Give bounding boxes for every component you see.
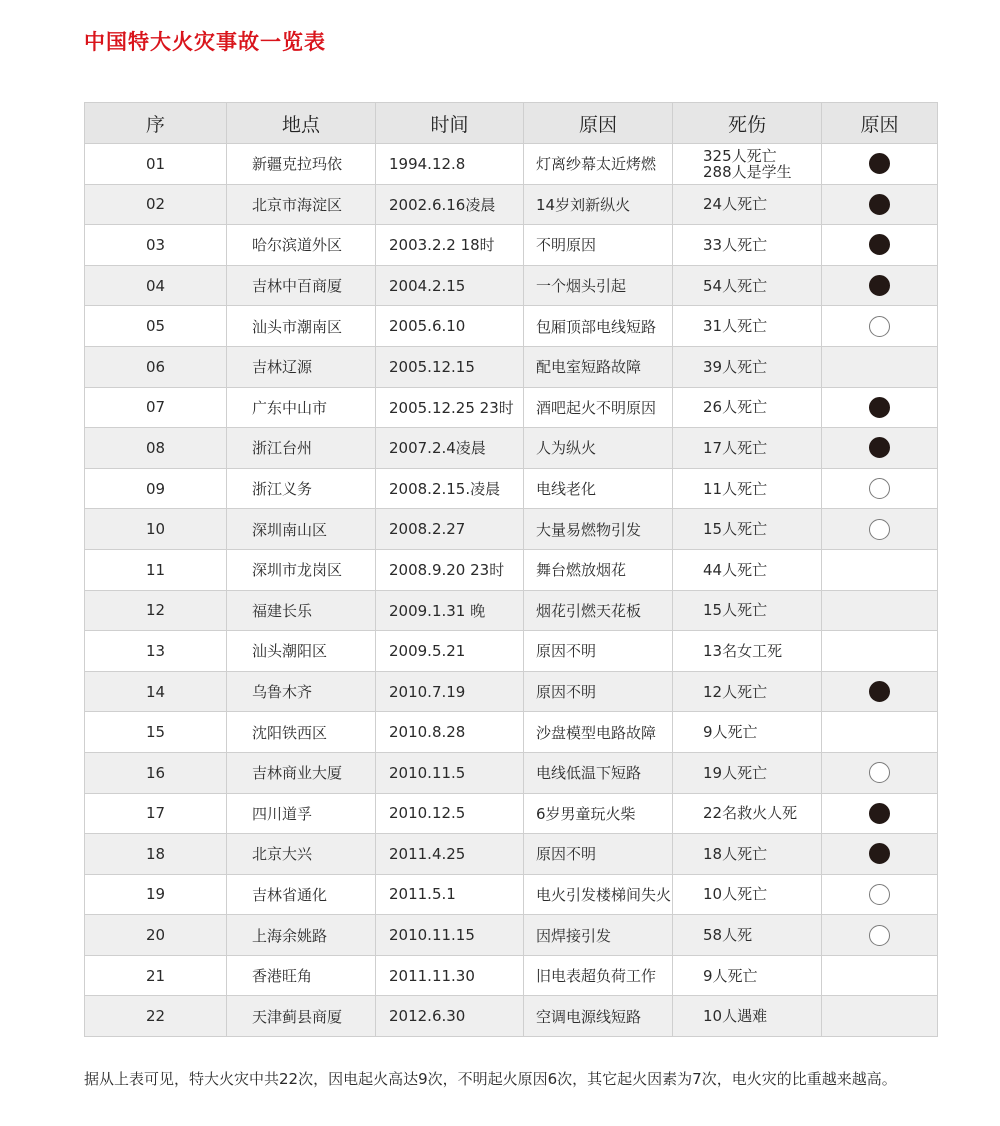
table-row <box>85 834 938 875</box>
page-title: 中国特大火灾事故一览表 <box>84 30 326 54</box>
table-row <box>85 265 938 306</box>
row-mark <box>822 955 938 996</box>
row-mark <box>822 265 938 306</box>
row-location: 吉林商业大厦 <box>227 752 376 793</box>
row-mark <box>822 549 938 590</box>
row-casualties: 18人死亡 <box>673 834 822 875</box>
table-row <box>85 915 938 956</box>
open-circle-icon <box>869 316 890 337</box>
casualties-line: 325人死亡 <box>703 146 777 165</box>
row-index: 06 <box>85 346 227 387</box>
row-mark <box>822 752 938 793</box>
row-cause: 灯离纱幕太近烤燃 <box>524 144 673 185</box>
row-mark <box>822 834 938 875</box>
row-casualties: 11人死亡 <box>673 468 822 509</box>
row-index: 04 <box>85 265 227 306</box>
row-mark <box>822 184 938 225</box>
row-mark <box>822 225 938 266</box>
table-header-row <box>85 103 938 144</box>
row-mark <box>822 874 938 915</box>
row-location: 哈尔滨道外区 <box>227 225 376 266</box>
row-time: 2011.4.25 <box>376 834 524 875</box>
header-location: 地点 <box>227 103 376 144</box>
row-index: 11 <box>85 549 227 590</box>
table-row <box>85 346 938 387</box>
row-cause: 包厢顶部电线短路 <box>524 306 673 347</box>
row-location: 天津蓟县商厦 <box>227 996 376 1037</box>
row-time: 2005.12.25 23时 <box>376 387 524 428</box>
row-cause: 电火引发楼梯间失火 <box>524 874 673 915</box>
filled-circle-icon <box>869 275 890 296</box>
row-casualties: 39人死亡 <box>673 346 822 387</box>
row-location: 浙江台州 <box>227 428 376 469</box>
row-time: 2010.12.5 <box>376 793 524 834</box>
row-index: 20 <box>85 915 227 956</box>
row-mark <box>822 793 938 834</box>
row-cause: 电线低温下短路 <box>524 752 673 793</box>
header-cause: 原因 <box>524 103 673 144</box>
row-mark <box>822 996 938 1037</box>
row-time: 2010.8.28 <box>376 712 524 753</box>
row-index: 19 <box>85 874 227 915</box>
row-index: 18 <box>85 834 227 875</box>
row-mark <box>822 671 938 712</box>
table-row <box>85 549 938 590</box>
row-cause: 原因不明 <box>524 834 673 875</box>
row-index: 22 <box>85 996 227 1037</box>
row-cause: 旧电表超负荷工作 <box>524 955 673 996</box>
row-index: 07 <box>85 387 227 428</box>
row-mark <box>822 631 938 672</box>
row-mark <box>822 428 938 469</box>
row-casualties: 10人遇难 <box>673 996 822 1037</box>
row-index: 03 <box>85 225 227 266</box>
row-mark <box>822 387 938 428</box>
row-mark <box>822 590 938 631</box>
row-time: 2008.2.15.凌晨 <box>376 468 524 509</box>
table-row <box>85 752 938 793</box>
row-index: 16 <box>85 752 227 793</box>
row-cause: 一个烟头引起 <box>524 265 673 306</box>
row-index: 15 <box>85 712 227 753</box>
table-row <box>85 671 938 712</box>
row-location: 吉林省通化 <box>227 874 376 915</box>
row-location: 深圳市龙岗区 <box>227 549 376 590</box>
row-casualties: 19人死亡 <box>673 752 822 793</box>
row-casualties: 54人死亡 <box>673 265 822 306</box>
row-location: 福建长乐 <box>227 590 376 631</box>
header-cause-mark: 原因 <box>822 103 938 144</box>
row-casualties: 24人死亡 <box>673 184 822 225</box>
row-index: 02 <box>85 184 227 225</box>
row-time: 2010.11.15 <box>376 915 524 956</box>
row-cause: 大量易燃物引发 <box>524 509 673 550</box>
row-mark <box>822 915 938 956</box>
row-casualties: 13名女工死 <box>673 631 822 672</box>
row-location: 深圳南山区 <box>227 509 376 550</box>
row-time: 2011.11.30 <box>376 955 524 996</box>
row-cause: 6岁男童玩火柴 <box>524 793 673 834</box>
row-index: 14 <box>85 671 227 712</box>
row-casualties: 12人死亡 <box>673 671 822 712</box>
row-casualties: 31人死亡 <box>673 306 822 347</box>
row-cause: 酒吧起火不明原因 <box>524 387 673 428</box>
row-time: 2002.6.16凌晨 <box>376 184 524 225</box>
row-mark <box>822 509 938 550</box>
row-index: 05 <box>85 306 227 347</box>
summary-text: 据从上表可见，特大火灾中共22次，因电起火高达9次，不明起火原因6次，其它起火因素为7次，电火灾的比重越来越高。 <box>84 1070 897 1088</box>
row-index: 10 <box>85 509 227 550</box>
table-row <box>85 225 938 266</box>
row-index: 08 <box>85 428 227 469</box>
row-location: 浙江义务 <box>227 468 376 509</box>
row-time: 1994.12.8 <box>376 144 524 185</box>
header-index: 序 <box>85 103 227 144</box>
row-casualties: 15人死亡 <box>673 590 822 631</box>
row-time: 2008.9.20 23时 <box>376 549 524 590</box>
row-cause: 原因不明 <box>524 671 673 712</box>
row-time: 2007.2.4凌晨 <box>376 428 524 469</box>
row-mark <box>822 306 938 347</box>
filled-circle-icon <box>869 153 890 174</box>
row-time: 2011.5.1 <box>376 874 524 915</box>
row-location: 汕头市潮南区 <box>227 306 376 347</box>
row-casualties: 33人死亡 <box>673 225 822 266</box>
filled-circle-icon <box>869 194 890 215</box>
row-cause: 14岁刘新纵火 <box>524 184 673 225</box>
table-row <box>85 631 938 672</box>
filled-circle-icon <box>869 437 890 458</box>
row-time: 2009.5.21 <box>376 631 524 672</box>
row-time: 2003.2.2 18时 <box>376 225 524 266</box>
row-mark <box>822 144 938 185</box>
table-row <box>85 955 938 996</box>
table-row <box>85 793 938 834</box>
table-row <box>85 306 938 347</box>
row-location: 上海余姚路 <box>227 915 376 956</box>
row-location: 吉林中百商厦 <box>227 265 376 306</box>
table-row <box>85 144 938 185</box>
header-time: 时间 <box>376 103 524 144</box>
row-mark <box>822 468 938 509</box>
open-circle-icon <box>869 478 890 499</box>
row-casualties: 10人死亡 <box>673 874 822 915</box>
row-casualties: 58人死 <box>673 915 822 956</box>
row-time: 2009.1.31 晚 <box>376 590 524 631</box>
row-casualties: 17人死亡 <box>673 428 822 469</box>
open-circle-icon <box>869 519 890 540</box>
row-index: 21 <box>85 955 227 996</box>
table-body <box>85 144 938 1037</box>
row-location: 香港旺角 <box>227 955 376 996</box>
row-cause: 配电室短路故障 <box>524 346 673 387</box>
filled-circle-icon <box>869 803 890 824</box>
row-cause: 不明原因 <box>524 225 673 266</box>
row-casualties: 44人死亡 <box>673 549 822 590</box>
row-time: 2005.6.10 <box>376 306 524 347</box>
row-index: 13 <box>85 631 227 672</box>
filled-circle-icon <box>869 843 890 864</box>
filled-circle-icon <box>869 397 890 418</box>
fire-accident-table <box>84 102 938 1037</box>
header-casualties: 死伤 <box>673 103 822 144</box>
row-index: 09 <box>85 468 227 509</box>
table-row <box>85 509 938 550</box>
row-cause: 人为纵火 <box>524 428 673 469</box>
open-circle-icon <box>869 884 890 905</box>
row-time: 2010.7.19 <box>376 671 524 712</box>
row-cause: 电线老化 <box>524 468 673 509</box>
open-circle-icon <box>869 762 890 783</box>
row-index: 12 <box>85 590 227 631</box>
row-mark <box>822 712 938 753</box>
row-time: 2012.6.30 <box>376 996 524 1037</box>
table-row <box>85 184 938 225</box>
row-casualties <box>673 144 822 185</box>
row-time: 2004.2.15 <box>376 265 524 306</box>
row-cause: 烟花引燃天花板 <box>524 590 673 631</box>
row-cause: 因焊接引发 <box>524 915 673 956</box>
table-row <box>85 590 938 631</box>
row-cause: 空调电源线短路 <box>524 996 673 1037</box>
table-row <box>85 996 938 1037</box>
row-cause: 原因不明 <box>524 631 673 672</box>
row-casualties: 9人死亡 <box>673 712 822 753</box>
row-casualties: 26人死亡 <box>673 387 822 428</box>
row-cause: 舞台燃放烟花 <box>524 549 673 590</box>
open-circle-icon <box>869 925 890 946</box>
row-location: 沈阳铁西区 <box>227 712 376 753</box>
row-location: 新疆克拉玛依 <box>227 144 376 185</box>
row-casualties: 15人死亡 <box>673 509 822 550</box>
row-location: 广东中山市 <box>227 387 376 428</box>
row-location: 汕头潮阳区 <box>227 631 376 672</box>
row-cause: 沙盘模型电路故障 <box>524 712 673 753</box>
row-casualties: 22名救火人死 <box>673 793 822 834</box>
table-row <box>85 428 938 469</box>
row-time: 2005.12.15 <box>376 346 524 387</box>
row-index: 17 <box>85 793 227 834</box>
table-row <box>85 874 938 915</box>
table-row <box>85 712 938 753</box>
row-location: 北京大兴 <box>227 834 376 875</box>
row-mark <box>822 346 938 387</box>
filled-circle-icon <box>869 681 890 702</box>
table-row <box>85 387 938 428</box>
row-location: 四川道孚 <box>227 793 376 834</box>
casualties-line: 288人是学生 <box>703 162 792 181</box>
row-index: 01 <box>85 144 227 185</box>
row-time: 2008.2.27 <box>376 509 524 550</box>
row-location: 北京市海淀区 <box>227 184 376 225</box>
row-casualties: 9人死亡 <box>673 955 822 996</box>
row-location: 吉林辽源 <box>227 346 376 387</box>
row-location: 乌鲁木齐 <box>227 671 376 712</box>
row-time: 2010.11.5 <box>376 752 524 793</box>
filled-circle-icon <box>869 234 890 255</box>
table-row <box>85 468 938 509</box>
